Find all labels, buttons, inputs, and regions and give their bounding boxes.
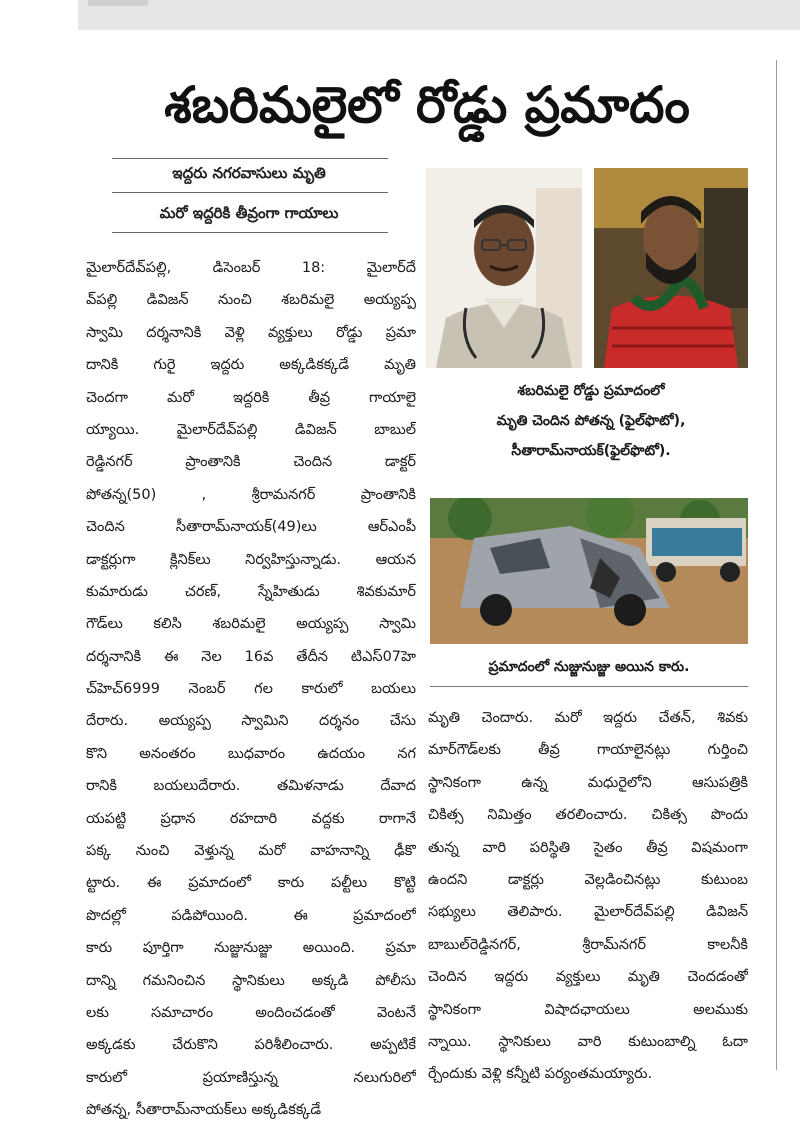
body-text-line: డాక్టర్లుగా క్లినిక్‌లు నిర్వహిస్తున్నాడు. ఆయన [86,551,416,568]
body-text-line: పోతన్న, సీతారామ్‌నాయక్‌లు అక్కడికక్కడే [86,1102,322,1119]
body-text-line: చెందిన ఇద్దరు వ్యక్తులు మృతి చెందడంతో [428,969,748,986]
portrait-illustration [594,168,748,368]
body-text-line: ర్చేందుకు వెళ్లి కన్నీటి పర్యంతమయ్యారు. [428,1066,653,1083]
body-text-line: కారులో ప్రయాణిస్తున్న నలుగురిలో [86,1069,416,1086]
portrait-caption-line: శబరిమలై రోడ్డు ప్రమాదంలో [517,383,665,399]
portrait-illustration [426,168,582,368]
portrait-caption-line: మృతి చెందిన పోతన్న (ఫైల్‌ఫొటో), [496,413,686,429]
body-text-line: లకు సమాచారం అందించడంతో వెంటనే [86,1004,416,1021]
body-text-line: కారు పూర్తిగా నుజ్జునుజ్జు అయింది. ప్రమా [86,940,416,957]
car-caption: ప్రమాదంలో నుజ్జునుజ్జు అయిన కారు. [488,659,690,675]
subhead-2: మరో ఇద్దరికి తీవ్రంగా గాయాలు [159,204,339,222]
body-text-line: చెందగా మరో ఇద్దరికి తీవ్ర గాయాలై [86,389,416,406]
body-text-line: తున్న వారి పరిస్థితి సైతం తీవ్ర విషమంగా [428,839,748,856]
body-text-line: దేరారు. అయ్యప్ప స్వామిని దర్శనం చేసు [86,713,416,730]
body-text-line: వ్‌పల్లి డివిజన్ నుంచి శబరిమలై అయ్యప్ప [86,292,416,309]
portrait-caption-line: సీతారామ్‌నాయక్(ఫైల్‌ఫొటో). [511,443,671,459]
body-column-right [428,702,748,1091]
body-text-line: కొని అనంతరం బుధవారం ఉదయం నగ [86,745,416,762]
top-strip-tab [88,0,148,6]
body-text-line: కుమారుడు చరణ్, స్నేహితుడు శివకుమార్ [86,583,416,600]
body-text-line: స్థానికంగా ఉన్న మధురైలోని ఆసుపత్రికి [428,774,748,791]
body-text-line: రెడ్డినగర్ ప్రాంతానికి చెందిన డాక్టర్ [86,454,416,471]
body-text-line: ఉందని డాక్టర్లు వెల్లడించినట్లు కుటుంబ [428,871,748,888]
body-text-line: య్యాయి. మైలార్‌దేవ్‌పల్లి డివిజన్ బాబుల్ [86,421,416,438]
subhead-rule [112,232,388,233]
body-text-line: మృతి చెందారు. మరో ఇద్దరు చేతన్, శివకు [428,710,748,726]
body-column-left [86,252,416,1127]
body-text-line: స్వామి దర్శనానికి వెళ్లి వ్యక్తులు రోడ్డు ప్రమా [86,324,416,341]
top-strip [78,0,800,30]
body-text-line: న్నాయి. స్థానికులు వారి కుటుంబాల్ని ఓదా [428,1033,748,1050]
caption-rule [430,686,748,687]
body-text-line: మైలార్‌దేవ్‌పల్లి, డిసెంబర్ 18: మైలార్‌దే [86,260,416,276]
body-text-line: దాన్ని గమనించిన స్థానికులు అక్కడి పోలీసు [86,972,416,989]
headline: శబరిమలైలో రోడ్డు ప్రమాదం [164,76,690,134]
body-text-line: రానికి బయలుదేరారు. తమిళనాడు దేవాద [86,778,416,795]
body-text-line: సభ్యులు తెలిపారు. మైలార్‌దేవ్‌పల్లి డివిజన్ [428,904,748,921]
body-text-line: చెందిన సీతారామ్‌నాయక్(49)లు ఆర్‌ఎంపీ [86,519,416,536]
portrait-photo-pothanna [426,168,582,368]
car-wreck-illustration [430,498,748,644]
body-text-line: దర్శనానికి ఈ నెల 16వ తేదీన టిఎస్07హె [86,648,416,665]
body-text-line: బాబుల్‌రెడ్డినగర్, శ్రీరామ్‌నగర్ కాలనీకి [428,936,748,953]
body-text-line: ట్టారు. ఈ ప్రమాదంలో కారు పల్టీలు కొట్టి [86,875,416,892]
body-text-line: అక్కడకు చేరుకొని పరిశీలించారు. అప్పటికే [86,1037,416,1054]
body-text-line: యపట్టి ప్రధాన రహదారి వద్దకు రాగానే [86,810,416,827]
body-text-line: దానికి గురై ఇద్దరు అక్కడికక్కడే మృతి [86,357,416,374]
portrait-caption [426,376,756,466]
subhead-1: ఇద్దరు నగరవాసులు మృతి [172,164,326,182]
body-text-line: చికిత్స నిమిత్తం తరలించారు. చికిత్స పొందు [428,807,748,824]
body-text-line: గౌడ్‌లు కలిసి శబరిమలై అయ్యప్ప స్వామి [86,616,416,633]
body-text-line: మార్‌గౌడ్‌లకు తీవ్ర గాయాలైనట్లు గుర్తించి [428,742,748,759]
car-wreck-photo [430,498,748,644]
body-text-line: స్థానికంగా విషాదఛాయలు అలముకు [428,1001,748,1018]
body-text-line: పొదల్లో పడిపోయింది. ఈ ప్రమాదంలో [86,907,416,924]
subhead-rule [112,192,388,193]
body-text-line: పక్క నుంచి వెళ్తున్న మరో వాహనాన్ని ఢీకొ [86,843,416,860]
column-rule [776,60,777,1070]
body-text-line: చ్‌హెచ్6999 నెంబర్ గల కారులో బయలు [86,681,416,698]
portrait-photo-seetharam [594,168,748,368]
body-text-line: పోతన్న(50) , శ్రీరామనగర్ ప్రాంతానికి [86,486,416,503]
